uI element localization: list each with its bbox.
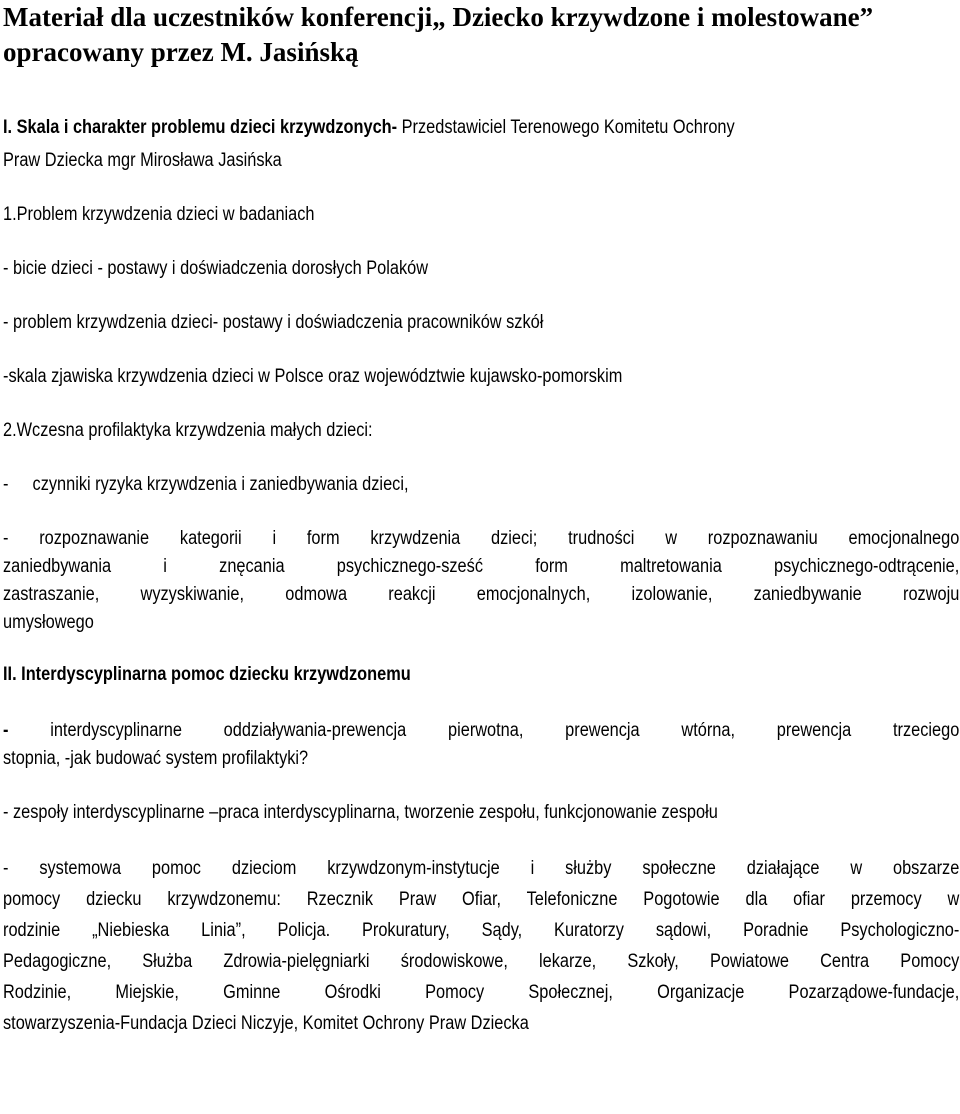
paragraph-line: rodzinie „Niebieska Linia”, Policja. Prokuratury, Sądy, Kuratorzy sądowi, Poradnie Psychologiczno- (3, 920, 960, 941)
list-item-paragraph (3, 525, 959, 637)
title-line-2: opracowany przez M. Jasińską (3, 37, 359, 67)
list-item: - bicie dzieci - postawy i doświadczenia dorosłych Polaków (3, 258, 429, 279)
section-2-heading (3, 661, 959, 689)
list-item-paragraph (3, 717, 959, 773)
section-1-heading-line-2: Praw Dziecka mgr Mirosława Jasińska (3, 150, 282, 171)
section-1-heading (3, 114, 959, 142)
paragraph-line: stowarzyszenia-Fundacja Dzieci Niczyje, Komitet Ochrony Praw Dziecka (3, 1013, 529, 1034)
paragraph-line: pomocy dziecku krzywdzonemu: Rzecznik Praw Ofiar, Telefoniczne Pogotowie dla ofiar przemocy w (3, 889, 960, 910)
subsection-2-title: 2.Wczesna profilaktyka krzywdzenia małych dzieci: (3, 420, 373, 441)
title-line-1: Materiał dla uczestników konferencji„ Dziecko krzywdzone i molestowane” (3, 2, 874, 32)
paragraph-line: Pedagogiczne, Służba Zdrowia-pielęgniarki środowiskowe, lekarze, Szkoły, Powiatowe Centra Pomocy (3, 951, 960, 972)
list-dash: - (3, 720, 9, 741)
section-1-heading-rest-line-1: Przedstawiciel Terenowego Komitetu Ochrony (397, 117, 735, 138)
paragraph-line: - systemowa pomoc dzieciom krzywdzonym-instytucje i służby społeczne działające w obszarze (3, 858, 960, 879)
paragraph-line: Rodzinie, Miejskie, Gminne Ośrodki Pomocy Społecznej, Organizacje Pozarządowe-fundacje, (3, 982, 960, 1003)
paragraph-line: - rozpoznawanie kategorii i form krzywdzenia dzieci; trudności w rozpoznawaniu emocjonalnego (3, 528, 960, 549)
paragraph-line (3, 717, 959, 745)
section-1-heading-bold: I. Skala i charakter problemu dzieci krzywdzonych- (3, 117, 398, 138)
paragraph-line: zaniedbywania i znęcania psychicznego-sześć form maltretowania psychicznego-odtrącenie, (3, 556, 960, 577)
paragraph-line-text: interdyscyplinarne oddziaływania-prewencja pierwotna, prewencja wtórna, prewencja trzeciego (8, 720, 960, 741)
paragraph-line: umysłowego (3, 612, 94, 633)
list-item: -skala zjawiska krzywdzenia dzieci w Polsce oraz województwie kujawsko-pomorskim (3, 366, 623, 387)
list-item (3, 471, 959, 499)
list-dash: - (3, 474, 9, 495)
paragraph-line: zastraszanie, wyzyskiwanie, odmowa reakcji emocjonalnych, izolowanie, zaniedbywanie rozwoju (3, 584, 960, 605)
document-title (3, 0, 957, 70)
list-item-text: czynniki ryzyka krzywdzenia i zaniedbywania dzieci, (32, 474, 409, 495)
document-body (3, 114, 959, 1039)
list-item: - problem krzywdzenia dzieci- postawy i doświadczenia pracowników szkół (3, 312, 544, 333)
list-item-paragraph (3, 853, 959, 1039)
paragraph-line: stopnia, -jak budować system profilaktyki? (3, 748, 309, 769)
section-2-heading-text: Interdyscyplinarna pomoc dziecku krzywdzonemu (16, 664, 411, 685)
section-2-heading-prefix: II. (3, 664, 17, 685)
subsection-1-title: 1.Problem krzywdzenia dzieci w badaniach (3, 204, 315, 225)
list-item: - zespoły interdyscyplinarne –praca interdyscyplinarna, tworzenie zespołu, funkcjonowanie zespołu (3, 802, 718, 823)
